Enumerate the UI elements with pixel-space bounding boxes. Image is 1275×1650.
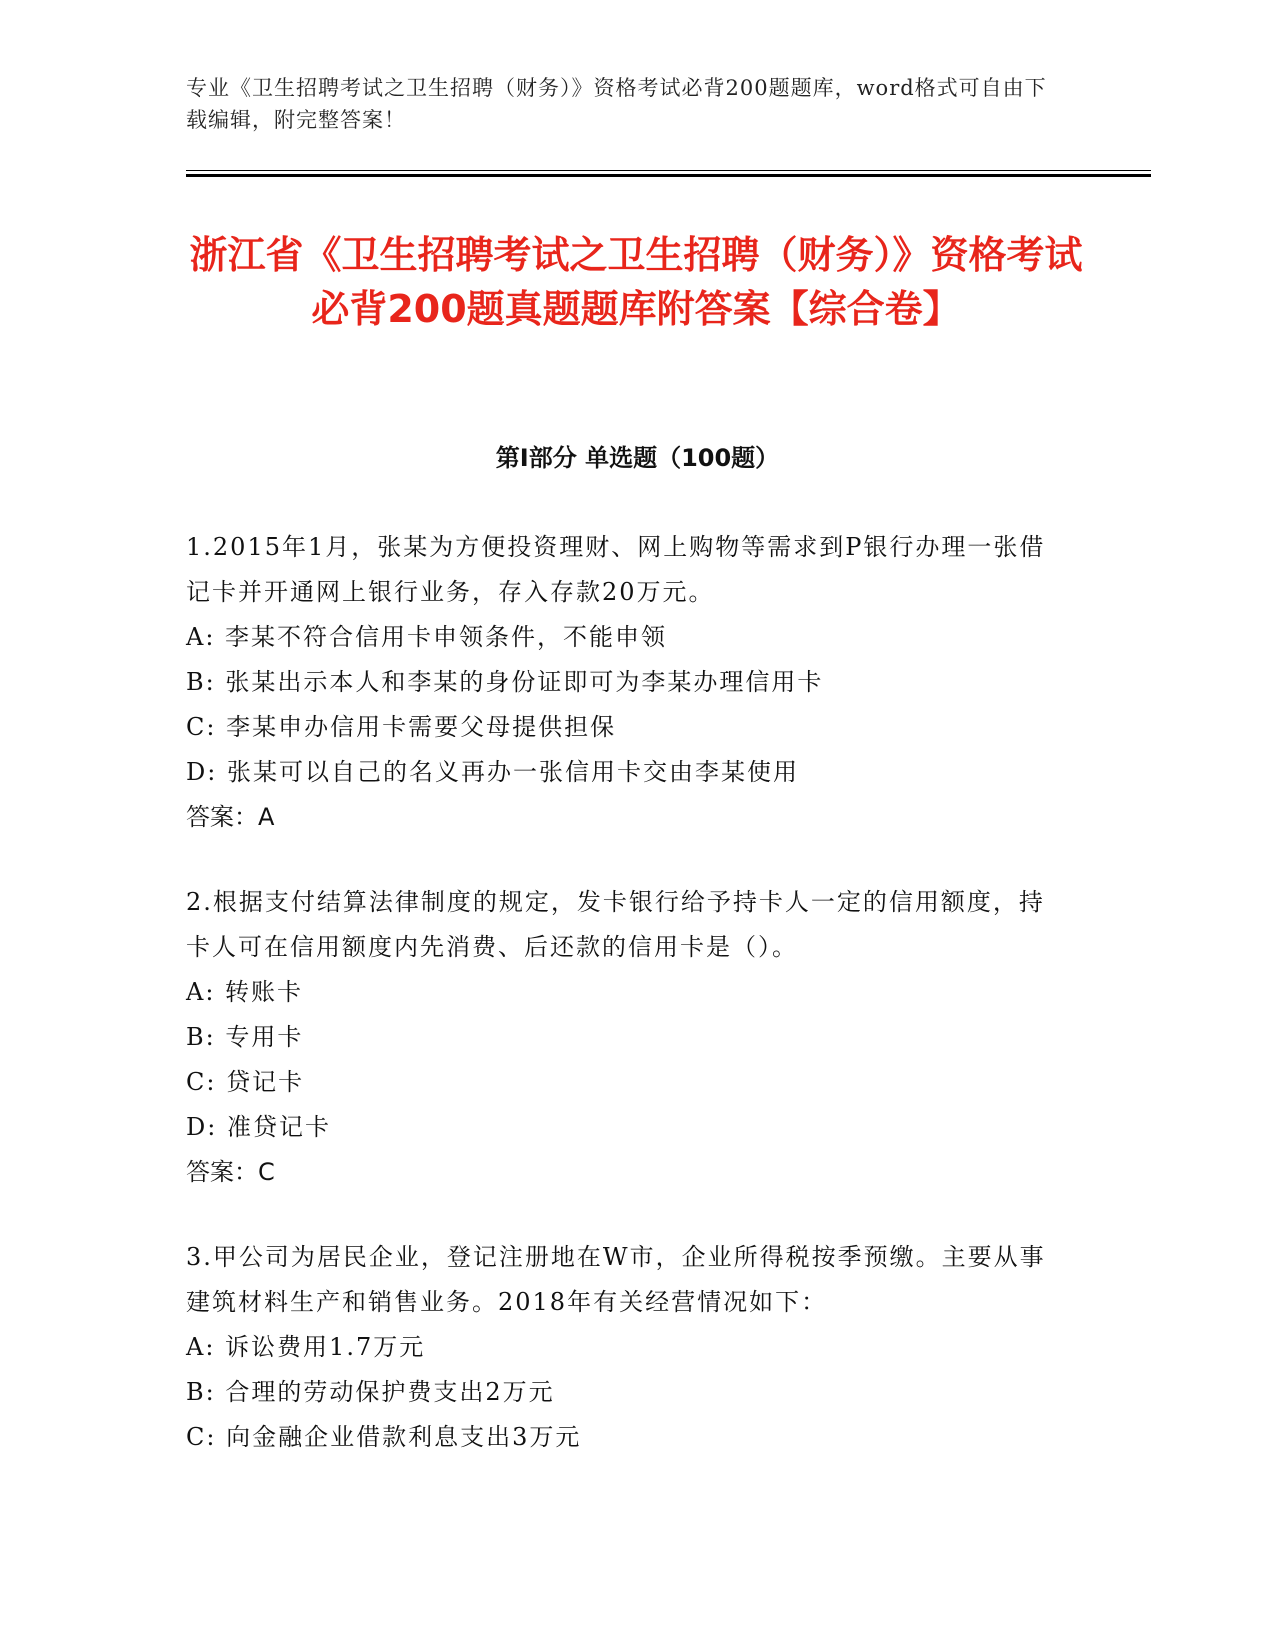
header-divider-thick: [186, 174, 1151, 177]
option-b: B: 合理的劳动保护费支出2万元: [186, 1378, 555, 1406]
document-header-note: 专业《卫生招聘考试之卫生招聘（财务）》资格考试必背200题题库，word格式可自由下载编辑，附完整答案！: [186, 76, 1047, 132]
header-divider-thin: [186, 170, 1151, 171]
question-2: [186, 880, 1066, 1195]
section-title: 第I部分 单选题（100题）: [495, 444, 780, 472]
answer: 答案：C: [186, 1158, 275, 1186]
option-b: B: 张某出示本人和李某的身份证即可为李某办理信用卡: [186, 668, 824, 696]
option-a: A: 转账卡: [186, 978, 304, 1006]
option-c: C: 李某申办信用卡需要父母提供担保: [186, 713, 617, 741]
document-title: 浙江省《卫生招聘考试之卫生招聘（财务）》资格考试必背200题真题题库附答案【综合卷】: [189, 233, 1083, 331]
option-b: B: 专用卡: [186, 1023, 304, 1051]
option-a: A: 诉讼费用1.7万元: [186, 1333, 426, 1361]
answer: 答案：A: [186, 803, 275, 831]
option-c: C: 贷记卡: [186, 1068, 305, 1096]
question-1: [186, 525, 1066, 840]
option-c: C: 向金融企业借款利息支出3万元: [186, 1423, 582, 1451]
option-a: A: 李某不符合信用卡申领条件，不能申领: [186, 623, 668, 651]
question-stem: 1.2015年1月，张某为方便投资理财、网上购物等需求到P银行办理一张借记卡并开通网上银行业务，存入存款20万元。: [186, 533, 1046, 606]
option-d: D: 准贷记卡: [186, 1113, 331, 1141]
question-stem: 2.根据支付结算法律制度的规定，发卡银行给予持卡人一定的信用额度，持卡人可在信用额度内先消费、后还款的信用卡是（）。: [186, 888, 1045, 961]
question-stem: 3.甲公司为居民企业，登记注册地在W市，企业所得税按季预缴。主要从事建筑材料生产和销售业务。2018年有关经营情况如下：: [186, 1243, 1046, 1316]
question-list: [186, 525, 1066, 1500]
option-d: D: 张某可以自己的名义再办一张信用卡交由李某使用: [186, 758, 799, 786]
question-3: [186, 1235, 1066, 1460]
